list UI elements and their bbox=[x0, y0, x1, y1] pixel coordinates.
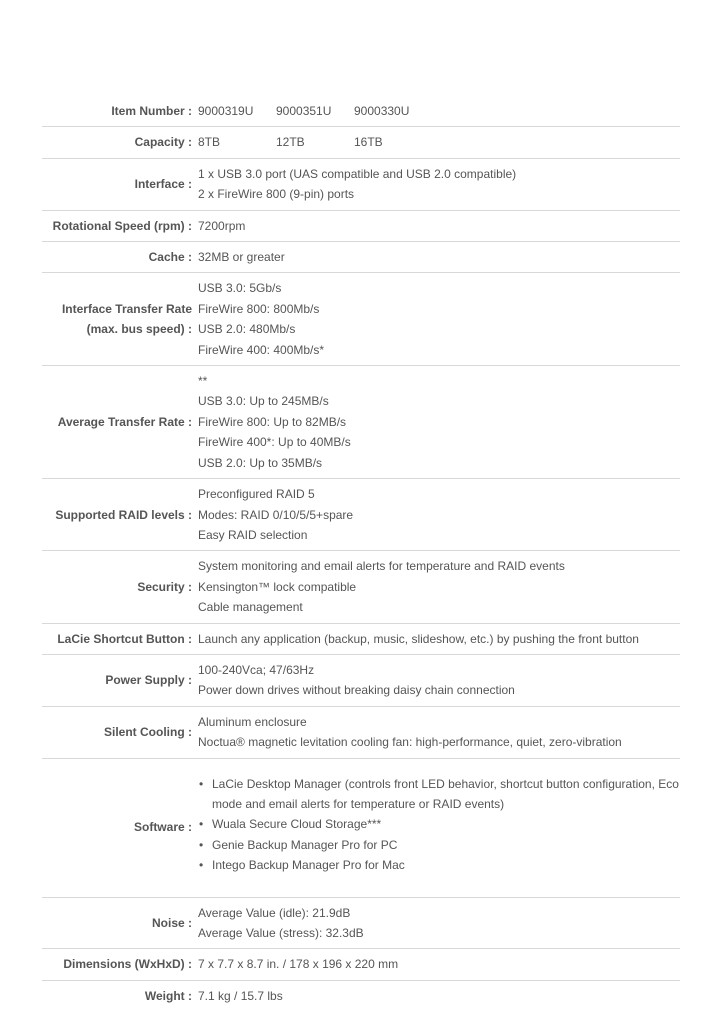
spec-row-supported-raid bbox=[42, 479, 680, 551]
spec-line: Aluminum enclosure bbox=[198, 714, 307, 729]
spec-label: Noise : bbox=[151, 915, 192, 930]
spec-value bbox=[198, 556, 680, 617]
spec-value bbox=[198, 371, 680, 473]
spec-value: 7 x 7.7 x 8.7 in. / 178 x 196 x 220 mm bbox=[198, 957, 399, 972]
spec-label: Cache : bbox=[148, 250, 192, 265]
spec-line: USB 3.0: Up to 245MB/s bbox=[198, 394, 329, 409]
spec-label: Dimensions (WxHxD) : bbox=[63, 957, 192, 972]
spec-label: LaCie Shortcut Button : bbox=[57, 631, 192, 646]
spec-line: Easy RAID selection bbox=[198, 527, 308, 542]
spec-label: Capacity : bbox=[134, 135, 192, 150]
spec-row-software bbox=[42, 759, 680, 898]
spec-line: USB 2.0: Up to 35MB/s bbox=[198, 455, 323, 470]
spec-row-shortcut-button bbox=[42, 624, 680, 655]
spec-line: Power down drives without breaking daisy chain connection bbox=[198, 683, 515, 698]
item-number-value: 9000351U bbox=[276, 104, 332, 118]
spec-value bbox=[198, 764, 680, 892]
spec-value: 7.1 kg / 15.7 lbs bbox=[198, 988, 283, 1003]
spec-row-capacity bbox=[42, 127, 680, 158]
capacity-value: 8TB bbox=[198, 135, 221, 150]
software-list-item: • Wuala Secure Cloud Storage*** bbox=[212, 814, 680, 834]
spec-row-weight bbox=[42, 981, 680, 1011]
spec-value: 32MB or greater bbox=[198, 250, 285, 265]
spec-row-interface-transfer-rate bbox=[42, 273, 680, 366]
spec-row-average-transfer-rate bbox=[42, 366, 680, 479]
spec-label: Software : bbox=[133, 820, 192, 835]
spec-row-item-number bbox=[42, 96, 680, 127]
spec-value bbox=[198, 278, 680, 360]
spec-value bbox=[198, 712, 680, 753]
spec-label: Rotational Speed (rpm) : bbox=[52, 218, 192, 233]
spec-line: USB 2.0: 480Mb/s bbox=[198, 322, 296, 337]
spec-line: Average Value (idle): 21.9dB bbox=[198, 905, 351, 920]
spec-value bbox=[198, 484, 680, 545]
software-list-item: • Intego Backup Manager Pro for Mac bbox=[212, 855, 680, 875]
spec-line: FireWire 400*: Up to 40MB/s bbox=[198, 435, 351, 450]
spec-label-line: Interface Transfer Rate bbox=[61, 301, 192, 316]
spec-line: FireWire 800: 800Mb/s bbox=[198, 301, 320, 316]
spec-label: Security : bbox=[137, 579, 192, 594]
spec-line: USB 3.0: 5Gb/s bbox=[198, 281, 282, 296]
spec-line: 1 x USB 3.0 port (UAS compatible and USB 2.0 compatible) bbox=[198, 166, 517, 181]
spec-row-security bbox=[42, 551, 680, 623]
spec-line: FireWire 800: Up to 82MB/s bbox=[198, 414, 347, 429]
spec-line: Kensington™ lock compatible bbox=[198, 579, 357, 594]
spec-row-cache bbox=[42, 242, 680, 273]
spec-value bbox=[198, 903, 680, 944]
software-list-item: • Genie Backup Manager Pro for PC bbox=[212, 835, 680, 855]
spec-label: Supported RAID levels : bbox=[55, 507, 192, 522]
spec-label bbox=[42, 299, 198, 340]
software-list-item: • LaCie Desktop Manager (controls front LED behavior, shortcut button configuration, Eco mode and email alerts for temperature or RAID events) bbox=[212, 774, 680, 815]
software-list bbox=[198, 774, 680, 876]
spec-row-power-supply bbox=[42, 655, 680, 707]
spec-label: Item Number : bbox=[111, 104, 192, 118]
spec-line: Noctua® magnetic levitation cooling fan: high-performance, quiet, zero-vibration bbox=[198, 735, 622, 750]
spec-value: Launch any application (backup, music, slideshow, etc.) by pushing the front button bbox=[198, 631, 639, 646]
spec-label: Weight : bbox=[144, 988, 192, 1003]
capacity-value: 12TB bbox=[276, 135, 305, 150]
spec-row-rotational-speed bbox=[42, 211, 680, 242]
spec-value bbox=[198, 660, 680, 701]
item-number-value: 9000330U bbox=[354, 104, 410, 118]
spec-line: ** bbox=[198, 374, 208, 389]
spec-label: Silent Cooling : bbox=[104, 724, 192, 739]
spec-line: 100-240Vca; 47/63Hz bbox=[198, 662, 315, 677]
capacity-value: 16TB bbox=[354, 135, 383, 150]
spec-value: 7200rpm bbox=[198, 218, 246, 233]
spec-label: Power Supply : bbox=[105, 673, 192, 688]
spec-label-line: (max. bus speed) : bbox=[86, 322, 192, 337]
spec-row-silent-cooling bbox=[42, 707, 680, 759]
spec-line: Cable management bbox=[198, 600, 303, 615]
spec-line: System monitoring and email alerts for temperature and RAID events bbox=[198, 559, 565, 574]
spec-label: Average Transfer Rate : bbox=[57, 414, 192, 429]
spec-label: Interface : bbox=[134, 177, 192, 192]
spec-row-interface bbox=[42, 159, 680, 211]
spec-line: 2 x FireWire 800 (9-pin) ports bbox=[198, 187, 355, 202]
spec-line: Average Value (stress): 32.3dB bbox=[198, 926, 364, 940]
spec-row-noise bbox=[42, 898, 680, 950]
spec-value bbox=[198, 164, 680, 205]
spec-table bbox=[42, 96, 680, 1011]
spec-line: Preconfigured RAID 5 bbox=[198, 487, 315, 502]
spec-row-dimensions bbox=[42, 949, 680, 980]
item-number-value: 9000319U bbox=[198, 104, 254, 118]
spec-line: FireWire 400: 400Mb/s* bbox=[198, 342, 325, 357]
spec-value bbox=[198, 132, 680, 152]
spec-value bbox=[198, 101, 680, 121]
spec-line: Modes: RAID 0/10/5/5+spare bbox=[198, 507, 354, 522]
